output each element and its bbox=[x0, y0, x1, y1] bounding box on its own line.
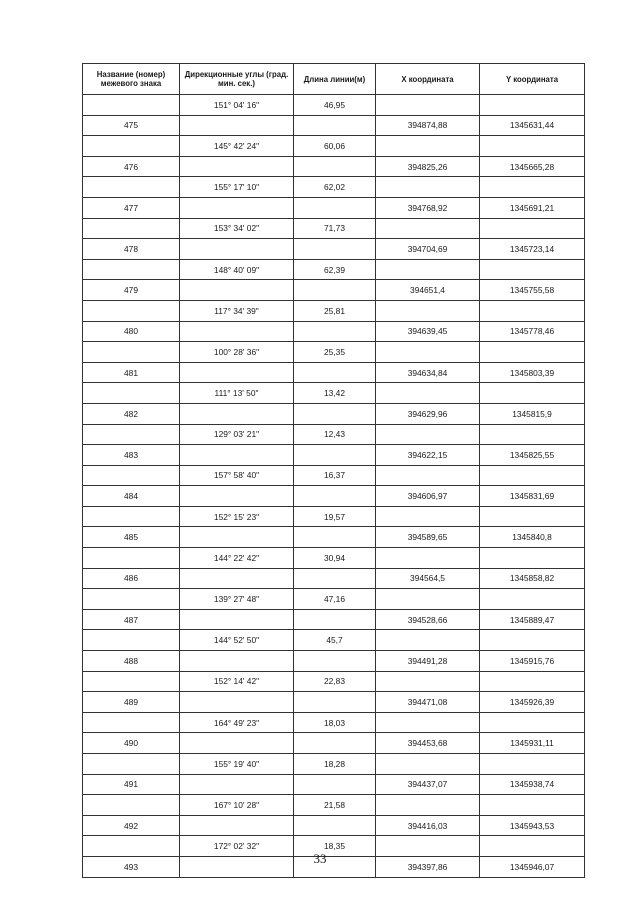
cell-direction-angle: 144° 52' 50" bbox=[180, 630, 294, 651]
cell-line-length bbox=[294, 527, 376, 548]
cell-direction-angle: 172° 02' 32" bbox=[180, 836, 294, 857]
table-row bbox=[83, 589, 585, 610]
cell-x-coordinate bbox=[376, 342, 480, 363]
cell-y-coordinate: 1345803,39 bbox=[480, 362, 585, 383]
cell-y-coordinate: 1345815,9 bbox=[480, 403, 585, 424]
cell-line-length bbox=[294, 239, 376, 260]
cell-x-coordinate: 394471,08 bbox=[376, 692, 480, 713]
cell-line-length: 25,35 bbox=[294, 342, 376, 363]
table-row bbox=[83, 815, 585, 836]
cell-x-coordinate bbox=[376, 506, 480, 527]
cell-direction-angle: 153° 34' 02" bbox=[180, 218, 294, 239]
cell-line-length: 60,06 bbox=[294, 136, 376, 157]
cell-x-coordinate: 394491,28 bbox=[376, 651, 480, 672]
cell-direction-angle: 145° 42' 24" bbox=[180, 136, 294, 157]
cell-y-coordinate: 1345938,74 bbox=[480, 774, 585, 795]
cell-marker-name: 484 bbox=[83, 486, 180, 507]
cell-marker-name bbox=[83, 465, 180, 486]
table-row bbox=[83, 321, 585, 342]
cell-marker-name bbox=[83, 177, 180, 198]
cell-direction-angle: 148° 40' 09" bbox=[180, 259, 294, 280]
cell-marker-name: 479 bbox=[83, 280, 180, 301]
cell-direction-angle bbox=[180, 321, 294, 342]
cell-direction-angle: 155° 19' 40" bbox=[180, 754, 294, 775]
cell-y-coordinate: 1345755,58 bbox=[480, 280, 585, 301]
header-y-coordinate: Y координата bbox=[480, 64, 585, 95]
cell-line-length: 19,57 bbox=[294, 506, 376, 527]
table-row bbox=[83, 527, 585, 548]
table-row bbox=[83, 383, 585, 404]
cell-line-length bbox=[294, 609, 376, 630]
cell-marker-name bbox=[83, 630, 180, 651]
cell-marker-name: 482 bbox=[83, 403, 180, 424]
cell-line-length: 25,81 bbox=[294, 300, 376, 321]
cell-x-coordinate bbox=[376, 671, 480, 692]
cell-y-coordinate bbox=[480, 506, 585, 527]
cell-direction-angle: 117° 34' 39" bbox=[180, 300, 294, 321]
cell-direction-angle bbox=[180, 692, 294, 713]
table-row bbox=[83, 445, 585, 466]
cell-x-coordinate bbox=[376, 630, 480, 651]
cell-y-coordinate: 1345915,76 bbox=[480, 651, 585, 672]
cell-direction-angle bbox=[180, 156, 294, 177]
table-row bbox=[83, 300, 585, 321]
cell-marker-name: 485 bbox=[83, 527, 180, 548]
table-row bbox=[83, 280, 585, 301]
table-row bbox=[83, 156, 585, 177]
cell-direction-angle bbox=[180, 486, 294, 507]
table-row bbox=[83, 774, 585, 795]
header-marker-name: Название (номер) межевого знака bbox=[83, 64, 180, 95]
table-row bbox=[83, 362, 585, 383]
cell-marker-name: 475 bbox=[83, 115, 180, 136]
cell-line-length bbox=[294, 321, 376, 342]
table-row bbox=[83, 486, 585, 507]
table-row bbox=[83, 259, 585, 280]
cell-x-coordinate bbox=[376, 136, 480, 157]
cell-y-coordinate: 1345889,47 bbox=[480, 609, 585, 630]
table-row bbox=[83, 95, 585, 116]
cell-y-coordinate bbox=[480, 630, 585, 651]
cell-marker-name: 476 bbox=[83, 156, 180, 177]
cell-direction-angle: 157° 58' 40" bbox=[180, 465, 294, 486]
cell-marker-name: 489 bbox=[83, 692, 180, 713]
cell-direction-angle: 111° 13' 50" bbox=[180, 383, 294, 404]
cell-marker-name: 483 bbox=[83, 445, 180, 466]
coordinates-sheet bbox=[82, 63, 584, 878]
table-row bbox=[83, 651, 585, 672]
cell-x-coordinate bbox=[376, 259, 480, 280]
cell-line-length bbox=[294, 156, 376, 177]
cell-y-coordinate bbox=[480, 95, 585, 116]
cell-x-coordinate: 394606,97 bbox=[376, 486, 480, 507]
cell-y-coordinate bbox=[480, 548, 585, 569]
cell-x-coordinate bbox=[376, 300, 480, 321]
cell-y-coordinate bbox=[480, 671, 585, 692]
cell-x-coordinate: 394453,68 bbox=[376, 733, 480, 754]
page-number: 33 bbox=[313, 851, 327, 866]
cell-direction-angle: 129° 03' 21" bbox=[180, 424, 294, 445]
cell-marker-name: 478 bbox=[83, 239, 180, 260]
cell-line-length bbox=[294, 115, 376, 136]
table-row bbox=[83, 424, 585, 445]
cell-line-length bbox=[294, 815, 376, 836]
cell-marker-name bbox=[83, 712, 180, 733]
cell-x-coordinate bbox=[376, 465, 480, 486]
table-row bbox=[83, 239, 585, 260]
table-row bbox=[83, 115, 585, 136]
cell-x-coordinate bbox=[376, 712, 480, 733]
cell-line-length bbox=[294, 362, 376, 383]
cell-x-coordinate: 394622,15 bbox=[376, 445, 480, 466]
table-row bbox=[83, 692, 585, 713]
cell-direction-angle bbox=[180, 815, 294, 836]
cell-y-coordinate: 1345631,44 bbox=[480, 115, 585, 136]
cell-x-coordinate: 394651,4 bbox=[376, 280, 480, 301]
cell-y-coordinate: 1345831,69 bbox=[480, 486, 585, 507]
cell-marker-name bbox=[83, 383, 180, 404]
cell-y-coordinate: 1345943,53 bbox=[480, 815, 585, 836]
cell-x-coordinate bbox=[376, 95, 480, 116]
cell-marker-name bbox=[83, 589, 180, 610]
cell-marker-name: 493 bbox=[83, 856, 180, 877]
cell-marker-name: 481 bbox=[83, 362, 180, 383]
cell-line-length: 18,03 bbox=[294, 712, 376, 733]
cell-marker-name bbox=[83, 548, 180, 569]
cell-line-length bbox=[294, 403, 376, 424]
cell-y-coordinate bbox=[480, 589, 585, 610]
cell-direction-angle: 167° 10' 28" bbox=[180, 795, 294, 816]
cell-line-length bbox=[294, 197, 376, 218]
cell-marker-name: 490 bbox=[83, 733, 180, 754]
table-header-row bbox=[83, 64, 585, 95]
cell-y-coordinate: 1345778,46 bbox=[480, 321, 585, 342]
cell-direction-angle bbox=[180, 239, 294, 260]
cell-marker-name bbox=[83, 754, 180, 775]
cell-x-coordinate bbox=[376, 424, 480, 445]
cell-direction-angle bbox=[180, 362, 294, 383]
cell-x-coordinate: 394589,65 bbox=[376, 527, 480, 548]
cell-marker-name bbox=[83, 259, 180, 280]
cell-y-coordinate: 1345840,8 bbox=[480, 527, 585, 548]
cell-marker-name: 486 bbox=[83, 568, 180, 589]
table-row bbox=[83, 403, 585, 424]
table-row bbox=[83, 671, 585, 692]
cell-y-coordinate bbox=[480, 136, 585, 157]
table-row bbox=[83, 795, 585, 816]
cell-y-coordinate bbox=[480, 754, 585, 775]
cell-direction-angle bbox=[180, 568, 294, 589]
cell-marker-name bbox=[83, 342, 180, 363]
cell-x-coordinate: 394825,26 bbox=[376, 156, 480, 177]
cell-y-coordinate bbox=[480, 218, 585, 239]
cell-x-coordinate: 394528,66 bbox=[376, 609, 480, 630]
cell-direction-angle: 100° 28' 36" bbox=[180, 342, 294, 363]
cell-line-length: 22,83 bbox=[294, 671, 376, 692]
cell-x-coordinate: 394639,45 bbox=[376, 321, 480, 342]
cell-x-coordinate: 394416,03 bbox=[376, 815, 480, 836]
cell-direction-angle bbox=[180, 403, 294, 424]
cell-direction-angle: 139° 27' 48" bbox=[180, 589, 294, 610]
header-line-length: Длина линии(м) bbox=[294, 64, 376, 95]
table-row bbox=[83, 712, 585, 733]
table-row bbox=[83, 568, 585, 589]
table-row bbox=[83, 197, 585, 218]
table-row bbox=[83, 609, 585, 630]
cell-marker-name: 488 bbox=[83, 651, 180, 672]
cell-direction-angle bbox=[180, 651, 294, 672]
cell-y-coordinate bbox=[480, 177, 585, 198]
cell-y-coordinate: 1345723,14 bbox=[480, 239, 585, 260]
cell-line-length: 21,58 bbox=[294, 795, 376, 816]
table-row bbox=[83, 506, 585, 527]
cell-direction-angle: 151° 04' 16" bbox=[180, 95, 294, 116]
cell-line-length bbox=[294, 733, 376, 754]
cell-y-coordinate: 1345926,39 bbox=[480, 692, 585, 713]
cell-direction-angle bbox=[180, 115, 294, 136]
cell-direction-angle bbox=[180, 527, 294, 548]
cell-line-length: 12,43 bbox=[294, 424, 376, 445]
cell-y-coordinate bbox=[480, 795, 585, 816]
cell-direction-angle bbox=[180, 280, 294, 301]
cell-marker-name: 492 bbox=[83, 815, 180, 836]
cell-line-length: 71,73 bbox=[294, 218, 376, 239]
cell-x-coordinate: 394704,69 bbox=[376, 239, 480, 260]
cell-x-coordinate: 394629,96 bbox=[376, 403, 480, 424]
header-x-coordinate: X координата bbox=[376, 64, 480, 95]
cell-direction-angle bbox=[180, 774, 294, 795]
cell-marker-name: 491 bbox=[83, 774, 180, 795]
cell-line-length: 46,95 bbox=[294, 95, 376, 116]
cell-x-coordinate bbox=[376, 589, 480, 610]
cell-y-coordinate bbox=[480, 465, 585, 486]
cell-x-coordinate: 394634,84 bbox=[376, 362, 480, 383]
table-body bbox=[83, 95, 585, 878]
cell-line-length: 47,16 bbox=[294, 589, 376, 610]
cell-x-coordinate bbox=[376, 548, 480, 569]
cell-marker-name bbox=[83, 300, 180, 321]
cell-line-length: 18,35 bbox=[294, 836, 376, 857]
cell-line-length bbox=[294, 651, 376, 672]
cell-x-coordinate bbox=[376, 383, 480, 404]
cell-marker-name bbox=[83, 795, 180, 816]
cell-marker-name: 477 bbox=[83, 197, 180, 218]
cell-line-length: 13,42 bbox=[294, 383, 376, 404]
cell-y-coordinate bbox=[480, 342, 585, 363]
table-row bbox=[83, 754, 585, 775]
cell-line-length: 16,37 bbox=[294, 465, 376, 486]
table-row bbox=[83, 218, 585, 239]
cell-y-coordinate bbox=[480, 712, 585, 733]
cell-marker-name bbox=[83, 95, 180, 116]
table-row bbox=[83, 733, 585, 754]
cell-direction-angle: 155° 17' 10" bbox=[180, 177, 294, 198]
boundary-coordinates-table bbox=[82, 63, 585, 878]
table-row bbox=[83, 548, 585, 569]
cell-x-coordinate: 394564,5 bbox=[376, 568, 480, 589]
header-direction-angle: Дирекционные углы (град. мин. сек.) bbox=[180, 64, 294, 95]
cell-y-coordinate bbox=[480, 300, 585, 321]
cell-direction-angle bbox=[180, 609, 294, 630]
table-row bbox=[83, 136, 585, 157]
table-row bbox=[83, 465, 585, 486]
cell-x-coordinate bbox=[376, 218, 480, 239]
cell-line-length: 18,28 bbox=[294, 754, 376, 775]
cell-y-coordinate bbox=[480, 424, 585, 445]
cell-marker-name bbox=[83, 506, 180, 527]
cell-x-coordinate: 394768,92 bbox=[376, 197, 480, 218]
cell-marker-name: 480 bbox=[83, 321, 180, 342]
cell-line-length bbox=[294, 774, 376, 795]
cell-x-coordinate: 394874,88 bbox=[376, 115, 480, 136]
cell-direction-angle: 152° 14' 42" bbox=[180, 671, 294, 692]
cell-line-length: 30,94 bbox=[294, 548, 376, 569]
table-row bbox=[83, 342, 585, 363]
cell-y-coordinate bbox=[480, 383, 585, 404]
cell-line-length bbox=[294, 486, 376, 507]
cell-marker-name: 487 bbox=[83, 609, 180, 630]
cell-x-coordinate bbox=[376, 754, 480, 775]
cell-marker-name bbox=[83, 136, 180, 157]
cell-marker-name bbox=[83, 218, 180, 239]
cell-line-length bbox=[294, 568, 376, 589]
cell-y-coordinate: 1345931,11 bbox=[480, 733, 585, 754]
cell-line-length bbox=[294, 280, 376, 301]
cell-direction-angle: 144° 22' 42" bbox=[180, 548, 294, 569]
cell-direction-angle bbox=[180, 733, 294, 754]
cell-y-coordinate bbox=[480, 259, 585, 280]
cell-y-coordinate: 1345946,07 bbox=[480, 856, 585, 877]
cell-x-coordinate bbox=[376, 177, 480, 198]
cell-line-length: 62,39 bbox=[294, 259, 376, 280]
cell-direction-angle bbox=[180, 445, 294, 466]
cell-y-coordinate: 1345691,21 bbox=[480, 197, 585, 218]
cell-direction-angle: 164° 49' 23" bbox=[180, 712, 294, 733]
cell-line-length: 62,02 bbox=[294, 177, 376, 198]
cell-line-length bbox=[294, 445, 376, 466]
cell-y-coordinate: 1345858,82 bbox=[480, 568, 585, 589]
cell-direction-angle bbox=[180, 197, 294, 218]
cell-y-coordinate: 1345665,28 bbox=[480, 156, 585, 177]
cell-line-length bbox=[294, 692, 376, 713]
cell-direction-angle: 152° 15' 23" bbox=[180, 506, 294, 527]
cell-x-coordinate: 394397,86 bbox=[376, 856, 480, 877]
cell-y-coordinate: 1345825,55 bbox=[480, 445, 585, 466]
cell-x-coordinate bbox=[376, 795, 480, 816]
cell-marker-name bbox=[83, 424, 180, 445]
table-row bbox=[83, 630, 585, 651]
cell-line-length: 45,7 bbox=[294, 630, 376, 651]
table-row bbox=[83, 177, 585, 198]
cell-x-coordinate: 394437,07 bbox=[376, 774, 480, 795]
cell-marker-name bbox=[83, 671, 180, 692]
